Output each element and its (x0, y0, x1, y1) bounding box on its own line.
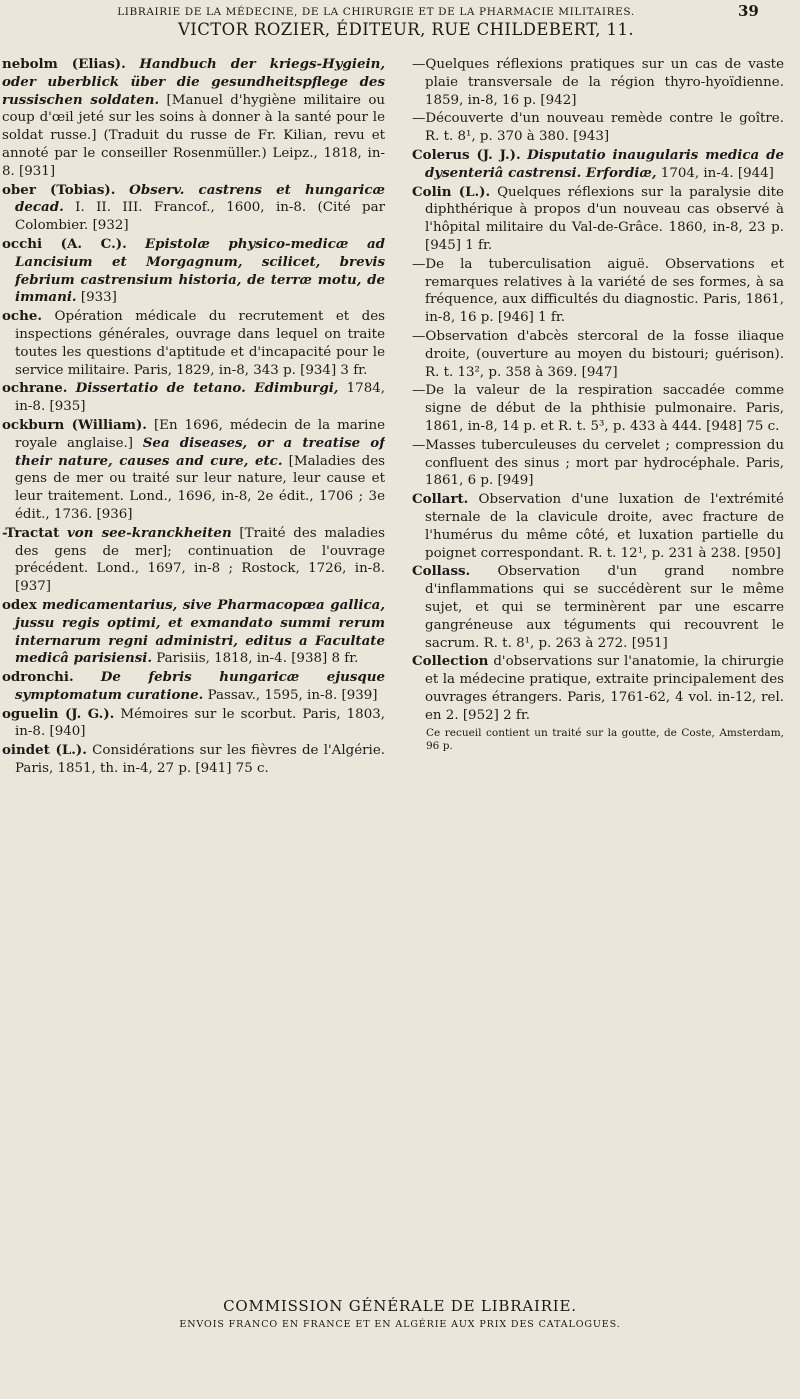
catalogue-entry: oindet (L.). Considérations sur les fièvres de l'Algérie. Paris, 1851, th. in-4, 27 p. [941] 75 c. (2, 742, 385, 777)
catalogue-entry: odronchi. De febris hungaricæ ejusque symptomatum curatione. Passav., 1595, in-8. [939] (2, 669, 385, 703)
catalogue-entry: —Observation d'abcès stercoral de la fosse iliaque droite, (ouverture au moyen du bistouri; guérison). R. t. 13², p. 358 à 369. [947] (412, 328, 784, 380)
catalogue-entry: oguelin (J. G.). Mémoires sur le scorbut. Paris, 1803, in-8. [940] (2, 705, 385, 740)
catalogue-entry: Colin (L.). Quelques réflexions sur la paralysie dite diphthérique à propos d'un nouveau cas observé à l'hôpital militaire du Val-de-Grâce. 1860, in-8, 23 p. [945] 1 fr. (412, 183, 784, 253)
catalogue-entry: ochrane. Dissertatio de tetano. Edimburgi, 1784, in-8. [935] (2, 380, 385, 415)
publisher-header: VICTOR ROZIER, ÉDITEUR, RUE CHILDEBERT, 11. (177, 20, 634, 39)
catalogue-entry: —Quelques réflexions pratiques sur un cas de vaste plaie transversale de la région thyro-hyoïdienne. 1859, in-8, 16 p. [942] (412, 57, 784, 108)
right-column (412, 56, 784, 1286)
catalogue-entry: —Découverte d'un nouveau remède contre le goître. R. t. 8¹, p. 370 à 380. [943] (412, 111, 784, 145)
catalogue-entry: Colerus (J. J.). Disputatio inaugularis medica de dysenteriâ castrensi. Erfordiæ, 1704, in-4. [944] (412, 146, 784, 181)
footnote: Ce recueil contient un traité sur la goutte, de Coste, Amsterdam, 96 p. (426, 727, 784, 753)
catalogue-entry: —De la valeur de la respiration saccadée comme signe de début de la phthisie pulmonaire. Paris, 1861, in-8, 14 p. et R. t. 5³, p. 433 à 444. [948] 75 c. (412, 383, 784, 434)
catalogue-entry: ockburn (William). [En 1696, médecin de la marine royale anglaise.] Sea diseases, or a treatise of their nature, causes and cure, etc. [Maladies des gens de mer ou traité sur leur nature, leur cause et leur traitement. Lond., 1696, in-8, 2e édit., 1706 ; 3e édit., 1736. [936] (2, 416, 385, 522)
catalogue-entry: odex medicamentarius, sive Pharmacopœa gallica, jussu regis optimi, et exmandato summi rerum internarum regni administri, editus a Facultate medicâ parisiensi. Parisiis, 1818, in-4. [938] 8 fr. (2, 596, 385, 667)
footer-subtitle: ENVOIS FRANCO EN FRANCE ET EN ALGÉRIE AUX PRIX DES CATALOGUES. (179, 1319, 621, 1330)
catalogue-entry: —Masses tuberculeuses du cervelet ; compression du confluent des sinus ; mort par hydrocéphale. Paris, 1861, 6 p. [949] (412, 437, 784, 489)
catalogue-entry: —De la tuberculisation aiguë. Observations et remarques relatives à la variété de ses formes, à sa fréquence, aux difficultés du diagnostic. Paris, 1861, in-8, 16 p. [946] 1 fr. (412, 256, 784, 326)
catalogue-entry: occhi (A. C.). Epistolæ physico-medicæ ad Lancisium et Morgagnum, scilicet, brevis febrium castrensium historia, de terræ motu, de immani. [933] (2, 235, 385, 306)
catalogue-entry: nebolm (Elias). Handbuch der kriegs-Hygiein, oder uberblick über die gesundheitspflege des russischen soldaten. [Manuel d'hygiène militaire ou coup d'œil jeté sur les soins à donner à la santé pour le soldat russe.] (Traduit du russe de Fr. Kilian, revu et annoté par le conseiller Rosenmüller.) Leipz., 1818, in-8. [931] (2, 56, 385, 179)
left-column (2, 56, 385, 1286)
footer-title: COMMISSION GÉNÉRALE DE LIBRAIRIE. (223, 1297, 577, 1315)
page-number: 39 (738, 2, 759, 20)
catalogue-entry: -Tractat von see-kranckheiten [Traité des maladies des gens de mer]; continuation de l'ouvrage précédent. Lond., 1697, in-8 ; Rostock, 1726, in-8. [937] (2, 524, 385, 595)
catalogue-entry: Collass. Observation d'un grand nombre d'inflammations qui se succédèrent sur le même sujet, et qui se terminèrent par une escarre gangréneuse aux téguments qui recouvrent le sacrum. R. t. 8¹, p. 263 à 272. [951] (412, 563, 784, 651)
running-header: LIBRAIRIE DE LA MÉDECINE, DE LA CHIRURGIE ET DE LA PHARMACIE MILITAIRES. (117, 6, 635, 18)
catalogue-entry: oche. Opération médicale du recrutement et des inspections générales, ouvrage dans lequel on traite toutes les questions d'aptitude et d'incapacité pour le service militaire. Paris, 1829, in-8, 343 p. [934] 3 fr. (2, 308, 385, 378)
catalogue-entry: Collection d'observations sur l'anatomie, la chirurgie et la médecine pratique, extraite principalement des ouvrages étrangers. Paris, 1761-62, 4 vol. in-12, rel. en 2. [952] 2 fr. (412, 653, 784, 723)
catalogue-entry: Collart. Observation d'une luxation de l'extrémité sternale de la clavicule droite, avec fracture de l'humérus du même côté, et luxation partielle du poignet correspondant. R. t. 12¹, p. 231 à 238. [950] (412, 491, 784, 561)
catalogue-entry: ober (Tobias). Observ. castrens et hungaricæ decad. I. II. III. Francof., 1600, in-8. (Cité par Colombier. [932] (2, 181, 385, 234)
